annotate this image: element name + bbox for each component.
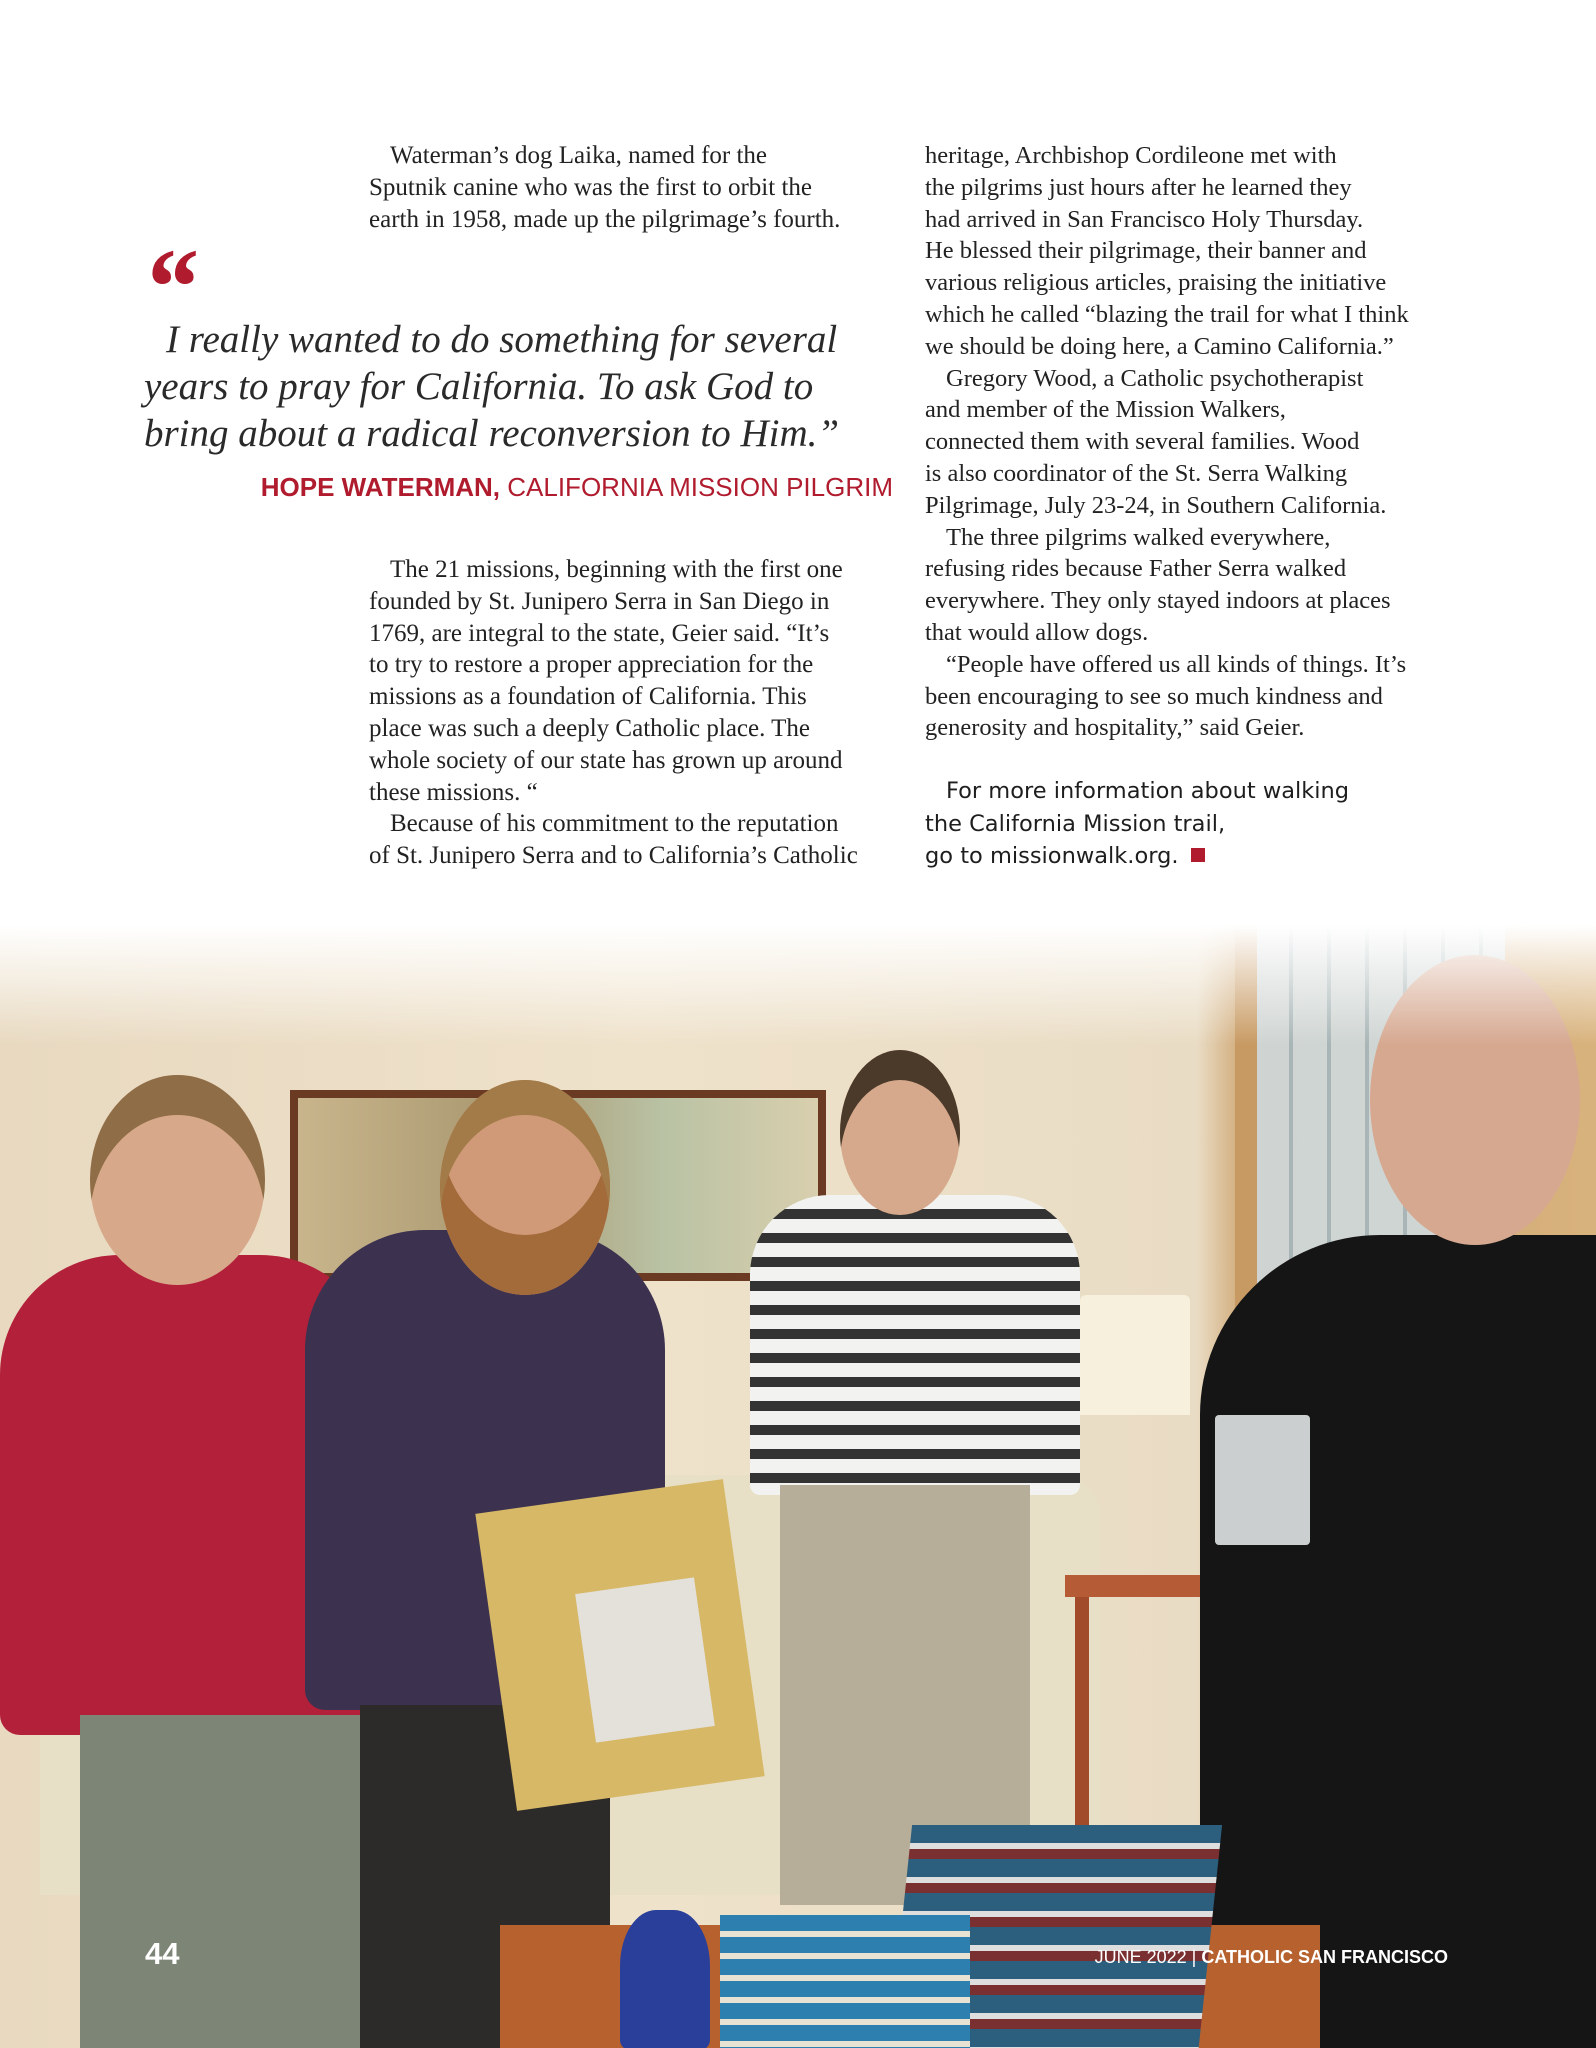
text-line: earth in 1958, made up the pilgrimage’s fourth. — [369, 205, 841, 233]
text-line: had arrived in San Francisco Holy Thursday. — [925, 205, 1364, 233]
text-line: the pilgrims just hours after he learned they — [925, 173, 1352, 201]
text-line: generosity and hospitality,” said Geier. — [925, 714, 1305, 742]
article-column-right — [925, 140, 1409, 744]
more-info-link[interactable]: go to missionwalk.org. — [925, 843, 1179, 869]
text-line: “People have offered us all kinds of things. It’s — [946, 650, 1407, 678]
text-line: of St. Junipero Serra and to California’s Catholic — [369, 842, 858, 870]
text-line: whole society of our state has grown up around — [369, 746, 843, 774]
person-head — [840, 1050, 960, 1215]
pull-quote-line: years to pray for California. To ask God to — [144, 365, 814, 408]
pull-quote-line: I really wanted to do something for several — [166, 318, 838, 361]
blue-vase — [620, 1910, 710, 2048]
footer-publication — [1095, 1947, 1448, 1968]
text-line: The three pilgrims walked everywhere, — [946, 523, 1331, 551]
text-line: Gregory Wood, a Catholic psychotherapist — [946, 364, 1364, 392]
text-line: been encouraging to see so much kindness and — [925, 682, 1383, 710]
photo-fade — [0, 925, 1596, 1045]
text-line: various religious articles, praising the initiative — [925, 269, 1387, 297]
book-stack — [720, 1915, 970, 2048]
text-line: refusing rides because Father Serra walked — [925, 555, 1347, 583]
text-line: Sputnik canine who was the first to orbit the — [369, 173, 812, 201]
text-line: missions as a foundation of California. This — [369, 683, 807, 711]
quote-attribution — [261, 472, 893, 503]
text-line: everywhere. They only stayed indoors at places — [925, 587, 1391, 615]
plastic-cup — [1215, 1415, 1310, 1545]
text-line: For more information about walking — [946, 778, 1350, 804]
text-line: the California Mission trail, — [925, 810, 1226, 837]
quote-mark-icon: “ — [142, 226, 197, 348]
issue-date: JUNE 2022 — [1094, 1947, 1187, 1967]
person-head — [90, 1075, 265, 1285]
text-line: to try to restore a proper appreciation for the — [369, 651, 814, 679]
banner-portrait — [575, 1577, 715, 1742]
text-line: The 21 missions, beginning with the first one — [390, 556, 843, 583]
footer-separator: | — [1186, 1947, 1202, 1967]
article-column-left-top — [369, 140, 840, 235]
text-line: 1769, are integral to the state, Geier said. “It’s — [369, 619, 830, 647]
text-line: Waterman’s dog Laika, named for the — [390, 142, 768, 169]
text-line: connected them with several families. Wood — [925, 428, 1360, 456]
text-line: heritage, Archbishop Cordileone met with — [925, 142, 1337, 169]
lamp-shade — [1080, 1295, 1190, 1415]
publication-name: CATHOLIC SAN FRANCISCO — [1201, 1947, 1448, 1967]
article-photo — [0, 925, 1596, 2048]
text-line: He blessed their pilgrimage, their banner and — [925, 237, 1367, 265]
person-trousers — [80, 1715, 360, 2048]
text-line: Because of his commitment to the reputation — [390, 810, 839, 838]
end-mark-icon — [1191, 848, 1205, 862]
more-info-note — [925, 775, 1349, 873]
person-striped-shirt — [750, 1195, 1080, 1495]
text-line: we should be doing here, a Camino California.” — [925, 332, 1394, 360]
text-line: these missions. “ — [369, 778, 538, 806]
attribution-role: CALIFORNIA MISSION PILGRIM — [500, 472, 893, 502]
text-line: founded by St. Junipero Serra in San Diego in — [369, 587, 830, 615]
text-line: place was such a deeply Catholic place. The — [369, 714, 811, 742]
person-head — [440, 1080, 610, 1295]
text-line: is also coordinator of the St. Serra Walking — [925, 459, 1348, 487]
attribution-name: HOPE WATERMAN, — [260, 472, 501, 502]
page-number: 44 — [145, 1936, 180, 1971]
pull-quote — [144, 316, 839, 457]
text-line: and member of the Mission Walkers, — [925, 396, 1286, 424]
article-column-left-mid — [369, 554, 858, 872]
text-line: that would allow dogs. — [925, 618, 1149, 646]
text-line: Pilgrimage, July 23-24, in Southern California. — [925, 491, 1387, 519]
text-line: which he called “blazing the trail for what I think — [925, 300, 1409, 328]
pull-quote-line: bring about a radical reconversion to Him.” — [144, 412, 840, 455]
